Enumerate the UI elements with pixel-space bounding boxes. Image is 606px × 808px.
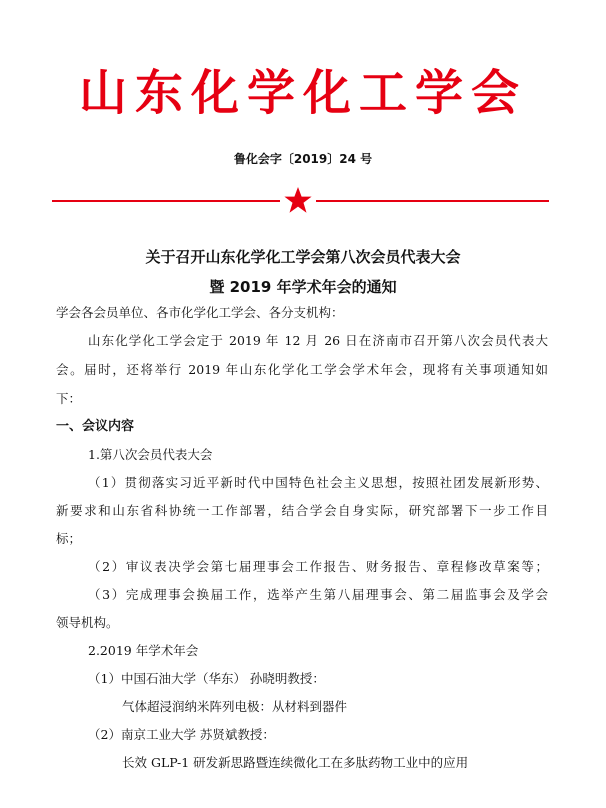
item-3-line-1: （3）完成理事会换届工作，选举产生第八届理事会、第二届监事会及学会 [88,587,548,602]
item-2: （2）审议表决学会第七届理事会工作报告、财务报告、章程修改草案等； [88,559,548,574]
item-3-line-2: 领导机构。 [56,615,119,630]
section-1-heading: 一、会议内容 [56,419,135,434]
intro-line-1: 山东化学化工学会定于 2019 年 12 月 26 日在济南市召开第八次会员代表大 [88,333,548,348]
item-1-line-3: 标； [56,531,82,546]
salutation: 学会各会员单位、各市化学化工学会、各分支机构： [56,305,344,320]
intro-line-2: 会。届时，还将举行 2019 年山东化学化工学会学术年会，现将有关事项通知如 [56,362,548,377]
notice-title-line-2: 暨 2019 年学术年会的通知 [209,278,397,296]
item-1-line-1: （1）贯彻落实习近平新时代中国特色社会主义思想，按照社团发展新形势、 [88,475,548,490]
document-number: 鲁化会字〔2019〕24 号 [233,152,373,166]
header-rule-right [316,200,549,202]
item-1-line-2: 新要求和山东省科协统一工作部署，结合学会自身实际，研究部署下一步工作目 [56,503,548,518]
header-rule-left [52,200,280,202]
talk-2-speaker: （2）南京工业大学 苏贤斌教授： [88,727,275,742]
notice-title-line-1: 关于召开山东化学化工学会第八次会员代表大会 [145,248,461,266]
org-title: 山东化学化工学会 [78,65,527,121]
talk-1-speaker: （1）中国石油大学（华东） 孙晓明教授： [88,671,325,686]
subsection-2-heading: 2.2019 年学术年会 [88,643,199,658]
star-icon [283,185,313,215]
subsection-1-heading: 1.第八次会员代表大会 [88,447,213,462]
talk-1-title: 气体超浸润纳米阵列电极：从材料到器件 [122,699,348,714]
intro-line-3: 下： [56,391,82,406]
talk-2-title: 长效 GLP-1 研发新思路暨连续微化工在多肽药物工业中的应用 [122,755,469,770]
